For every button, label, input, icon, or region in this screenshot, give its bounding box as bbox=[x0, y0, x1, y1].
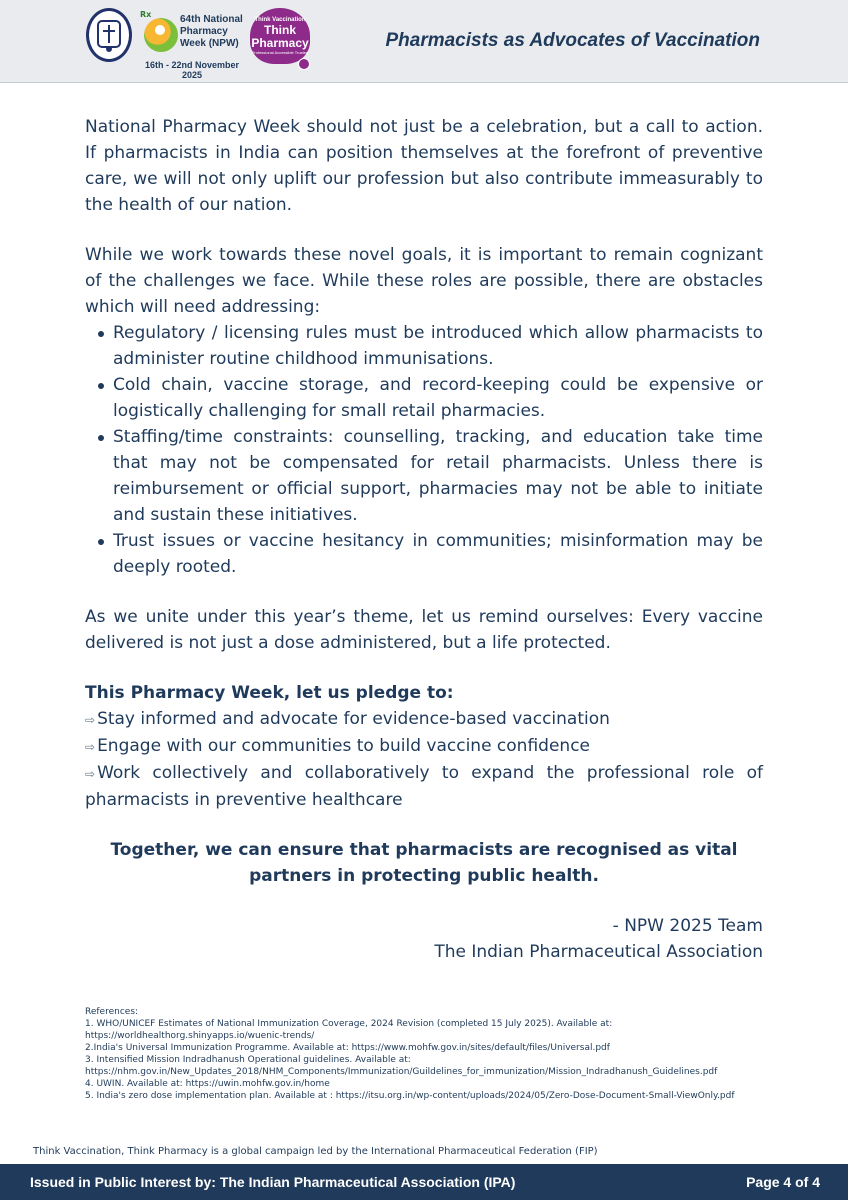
page-number: Page 4 of 4 bbox=[746, 1174, 820, 1190]
reference-line: https://worldhealthorg.shinyapps.io/wuenic-trends/ bbox=[85, 1031, 315, 1041]
paragraph: As we unite under this year’s theme, let us remind ourselves: Every vaccine delivered is not just a dose administered, but a life protected. bbox=[85, 607, 763, 653]
list-item-text: Regulatory / licensing rules must be introduced which allow pharmacists to administer routine childhood immunisations. bbox=[113, 323, 763, 369]
main-content bbox=[85, 114, 763, 965]
npw-figure-icon bbox=[144, 18, 178, 52]
badge-line: Think Vaccination bbox=[254, 17, 306, 23]
pledge-text: Engage with our communities to build vaccine confidence bbox=[97, 736, 590, 756]
npw-dates: 16th - 22nd November 2025 bbox=[144, 60, 240, 80]
list-item-text: Cold chain, vaccine storage, and record-keeping could be expensive or logistically challenging for small retail pharmacies. bbox=[113, 375, 763, 421]
npw-title bbox=[180, 14, 246, 50]
badge-dot-icon bbox=[298, 58, 310, 70]
list-item-text: Trust issues or vaccine hesitancy in communities; misinformation may be deeply rooted. bbox=[113, 531, 763, 577]
page-header bbox=[0, 0, 848, 83]
arrow-right-icon: ⇨ bbox=[85, 740, 96, 754]
closing-statement: Together, we can ensure that pharmacists are recognised as vital partners in protecting public health. bbox=[110, 840, 738, 886]
pledge-item bbox=[85, 733, 763, 760]
paragraph: National Pharmacy Week should not just be a celebration, but a call to action. If pharmacists in India can position themselves at the forefront of preventive care, we will not only uplift our profession but also contribute immeasurably to the health of our nation. bbox=[85, 117, 763, 215]
bullet-icon bbox=[98, 331, 104, 337]
signoff-team: - NPW 2025 Team bbox=[612, 916, 763, 936]
pledge-text: Work collectively and collaboratively to expand the professional role of pharmacists in preventive healthcare bbox=[85, 763, 763, 810]
bullet-icon bbox=[98, 383, 104, 389]
pledge-item bbox=[85, 706, 763, 733]
npw-title-line: Week (NPW) bbox=[180, 38, 239, 49]
npw-rx-mark: Rx bbox=[140, 10, 152, 19]
reference-line: 4. UWIN. Available at: https://uwin.mohfw.gov.in/home bbox=[85, 1079, 330, 1089]
arrow-right-icon: ⇨ bbox=[85, 767, 96, 781]
campaign-note: Think Vaccination, Think Pharmacy is a global campaign led by the International Pharmaceutical Federation (FIP) bbox=[33, 1146, 598, 1157]
bullet-icon bbox=[98, 539, 104, 545]
badge-line: Professional Accessible Trusted bbox=[251, 50, 309, 55]
reference-line: 2.India's Universal Immunization Programme. Available at: https://www.mohfw.gov.in/sites/default/files/Universal.pdf bbox=[85, 1043, 610, 1053]
challenges-list bbox=[85, 320, 763, 580]
references bbox=[85, 1006, 775, 1102]
pledge-item bbox=[85, 760, 763, 813]
list-item bbox=[85, 528, 763, 580]
list-item-text: Staffing/time constraints: counselling, tracking, and education take time that may not be compensated for retail pharmacists. Unless there is reimbursement or official support, pharmacies may not be able to initiate and sustain these initiatives. bbox=[113, 427, 763, 525]
page-footer bbox=[0, 1164, 848, 1200]
npw-title-line: 64th National bbox=[180, 14, 243, 25]
pledge-heading: This Pharmacy Week, let us pledge to: bbox=[85, 683, 454, 703]
reference-line: 1. WHO/UNICEF Estimates of National Immunization Coverage, 2024 Revision (completed 15 July 2025). Available at: bbox=[85, 1019, 613, 1029]
badge-line: Think bbox=[264, 23, 296, 37]
pledge-text: Stay informed and advocate for evidence-based vaccination bbox=[97, 709, 610, 729]
list-item bbox=[85, 372, 763, 424]
badge-line: Pharmacy bbox=[251, 36, 309, 50]
arrow-right-icon: ⇨ bbox=[85, 713, 96, 727]
reference-line: 5. India's zero dose implementation plan. Available at : https://itsu.org.in/wp-content/uploads/2024/05/Zero-Dose-Document-Small-ViewOnly.pdf bbox=[85, 1091, 735, 1101]
references-heading: References: bbox=[85, 1007, 139, 1017]
list-item bbox=[85, 320, 763, 372]
page-title: Pharmacists as Advocates of Vaccination bbox=[385, 30, 760, 51]
bullet-icon bbox=[98, 435, 104, 441]
ipa-seal-logo bbox=[86, 8, 132, 62]
reference-line: 3. Intensified Mission Indradhanush Operational guidelines. Available at: bbox=[85, 1055, 411, 1065]
think-pharmacy-badge bbox=[250, 8, 310, 68]
list-item bbox=[85, 424, 763, 528]
reference-line: https://nhm.gov.in/New_Updates_2018/NHM_Components/Immunization/Guildelines_for_immunization/Mission_Indradhanush_Guidelines.pdf bbox=[85, 1067, 718, 1077]
paragraph: While we work towards these novel goals, it is important to remain cognizant of the challenges we face. While these roles are possible, there are obstacles which will need addressing: bbox=[85, 245, 763, 317]
npw-title-line: Pharmacy bbox=[180, 26, 228, 37]
seal-emblem-icon bbox=[92, 15, 126, 55]
npw-logo bbox=[140, 8, 244, 80]
issued-by: Issued in Public Interest by: The Indian Pharmaceutical Association (IPA) bbox=[30, 1174, 516, 1190]
signoff-organization: The Indian Pharmaceutical Association bbox=[434, 942, 763, 962]
